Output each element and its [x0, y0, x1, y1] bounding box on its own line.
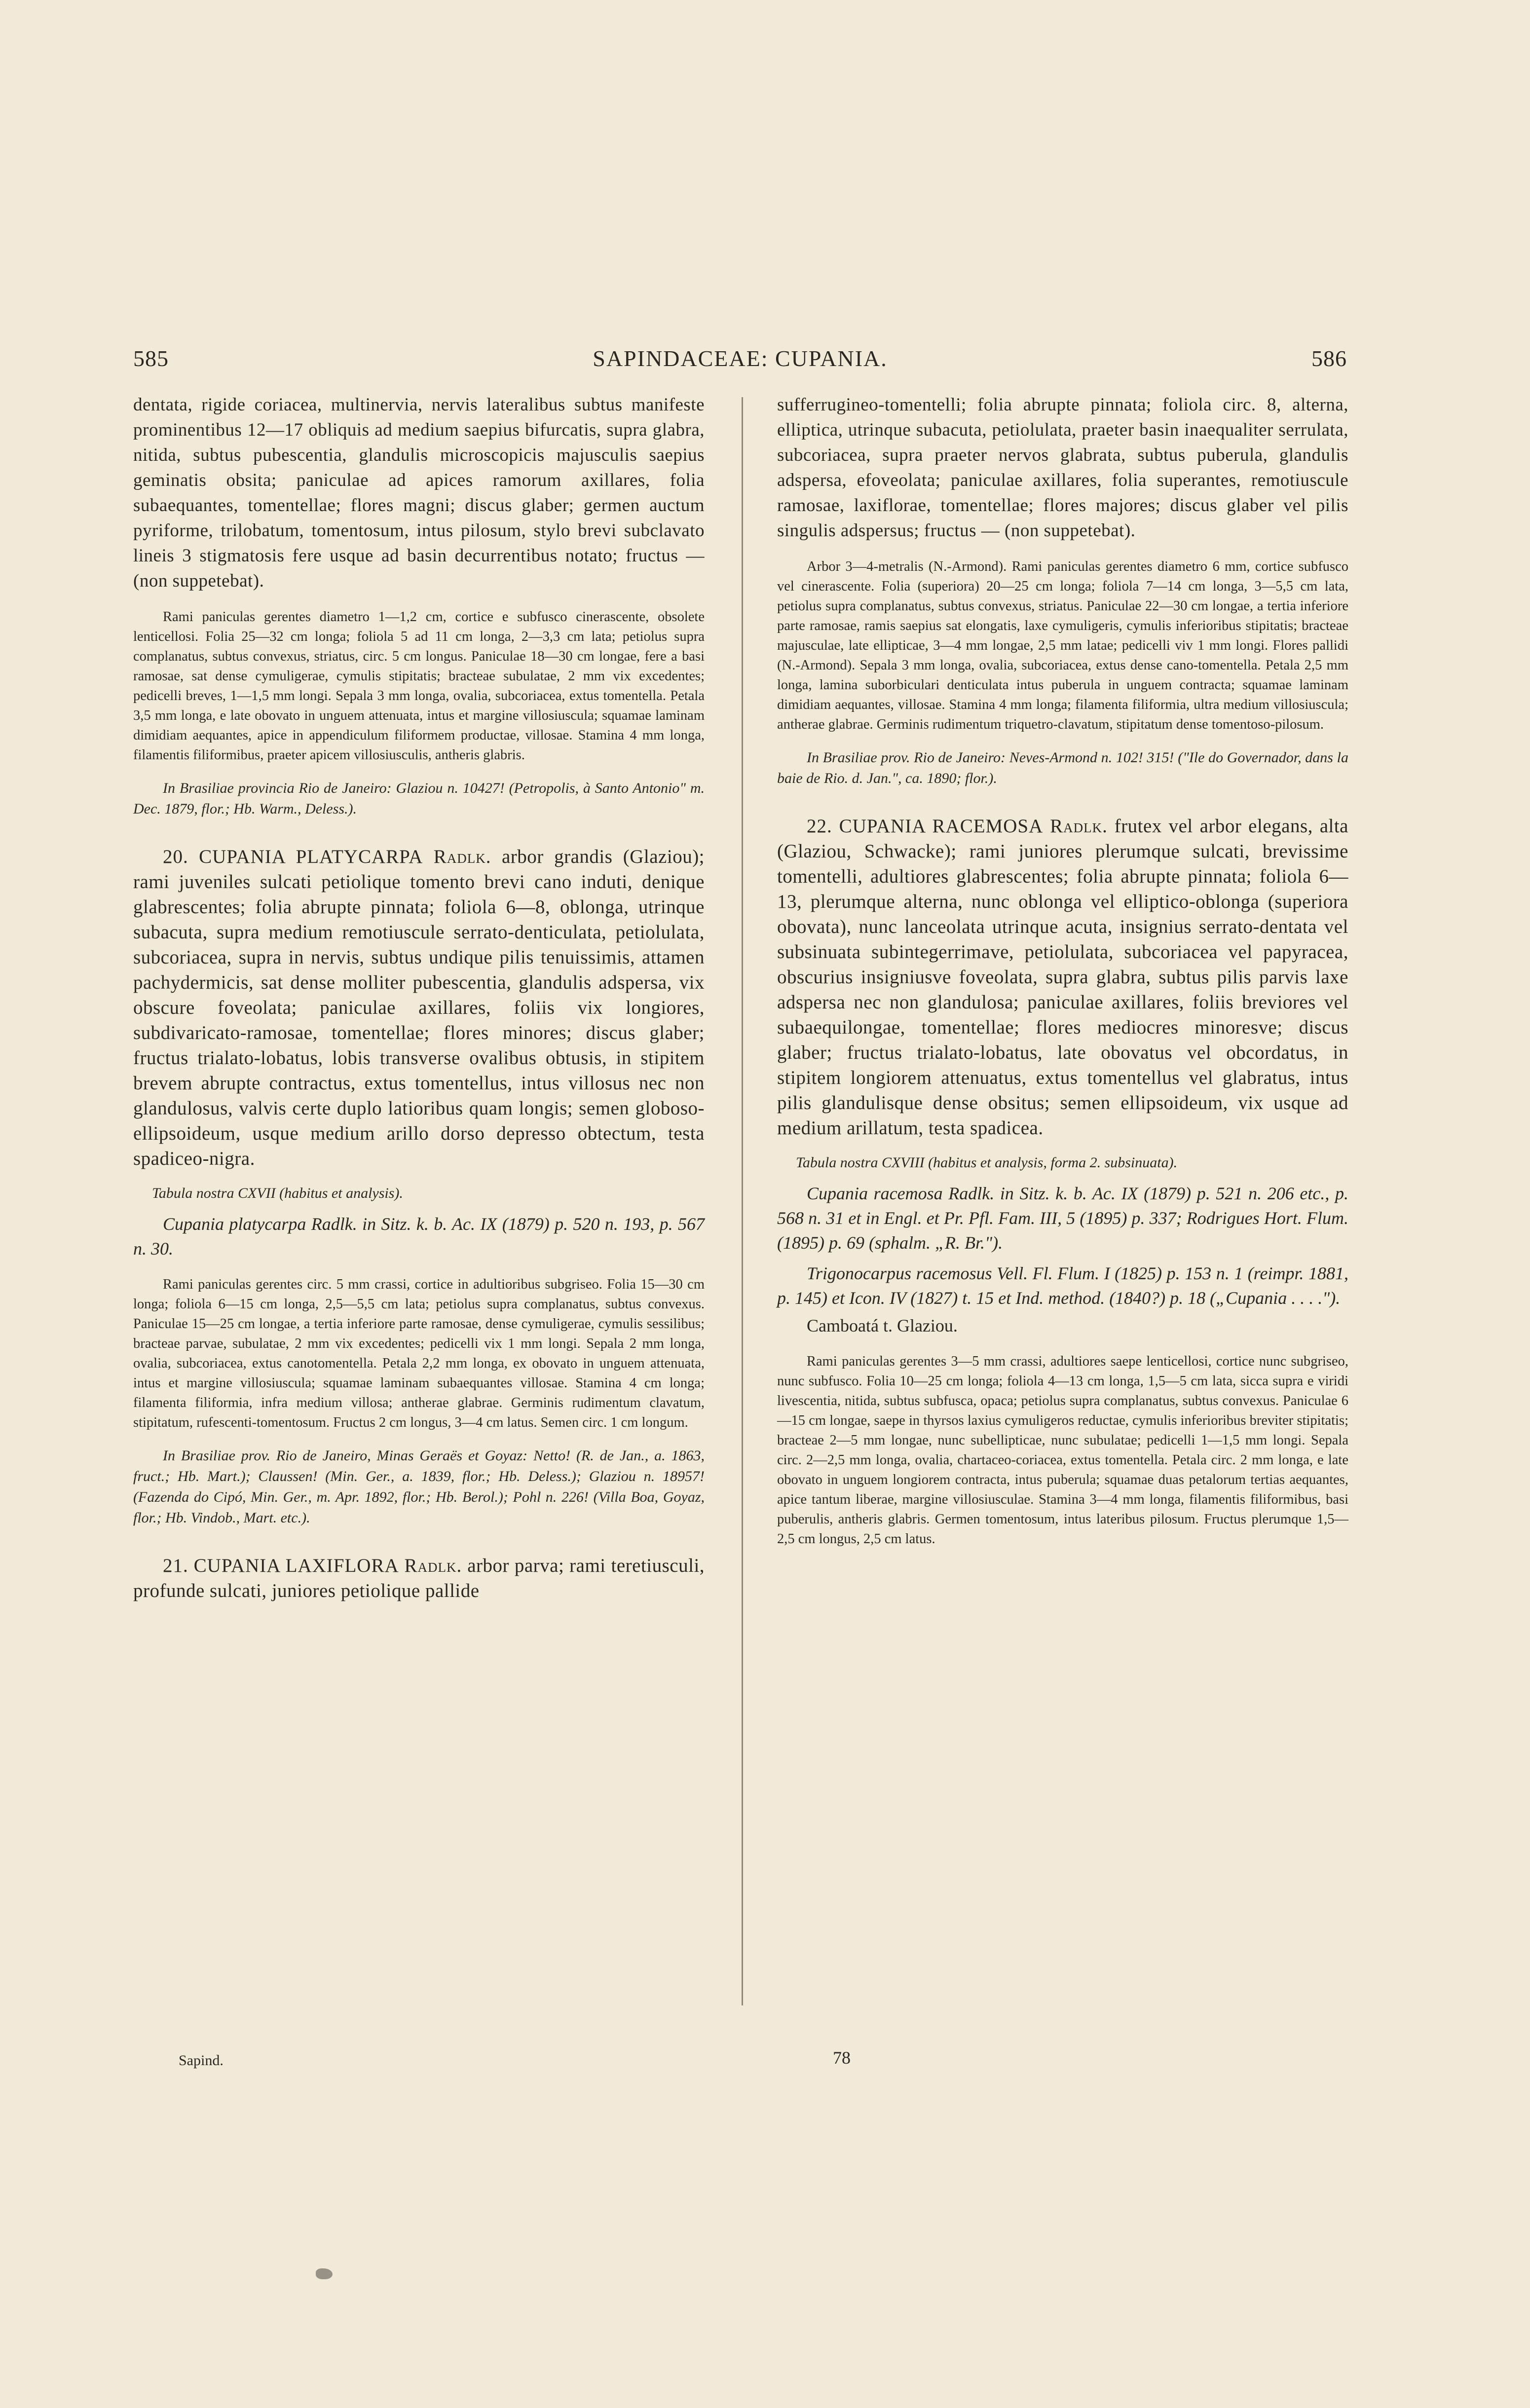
species-20-description: arbor grandis (Glaziou); rami juveniles sulcati petiolique tomento brevi cano induti, denique glabrescentes; folia abrupte pinnata; foliola 6—8, oblonga, utrinque subacuta, supra medium remotiuscule serrato-denticulata, petiolulata, subcoriacea, supra in nervis, subtus undique pilis tenuissimis, attamen pachydermicis, sat dense molliter pubescentia, glandulis adspersa, vix obscure foveolata; paniculae axillares, foliis vix longiores, subdivaricato-ramosae, tomentellae; flores minores; discus glaber; fructus trialato-lobatus, lobis transverse ovalibus obtusis, in stipitem brevem abrupte contractus, extus tomentellus, intus villosus nec non glandulosus, valvis certe duplo latioribus quam longis; semen globoso-ellipsoideum, usque medium arillo dorso depresso obtectum, testa spadiceo-nigra.	[133, 846, 705, 1169]
species-20-entry	[133, 844, 705, 1171]
species-20-details: Rami paniculas gerentes circ. 5 mm crassi, cortice in adultioribus subgriseo. Folia 15—30 cm longa; foliola 6—15 cm longa, 2,5—5,5 cm lata; petiolus supra complanatus, subtus convexus. Paniculae 15—25 cm longae, a tertia inferiore parte ramosae, dense cymuligerae, cymulis sessilibus; bracteae parvae, subulatae, 2 mm vix excedentes; pedicelli vix 1 mm longi. Sepala 2 mm longa, ovalia, subcoriacea, extus canotomentella. Petala 2,2 mm longa, ex obovato in unguem attenuata, intus et margine villosiuscula; squamae laminam subaequantes villosae. Stamina 4 cm longa; filamenta filiformia, infra medium villosa; antherae glabrae. Germinis rudimentum clavatum, stipitatum, rufescenti-tomentosum. Fructus 2 cm longus, 3—4 cm latus. Semen circ. 1 cm longum.	[133, 1277, 705, 1430]
species-21-entry	[133, 1553, 705, 1603]
species-21-description-end: sufferrugineo-tomentelli; folia abrupte pinnata; foliola circ. 8, alterna, elliptica, utrinque subacuta, petiolulata, praeter basin inaequaliter serrulata, subcoriacea, supra praeter nervos glabrata, subtus puberula, glandulis adspersa, efoveolata; paniculae axillares, folia superantes, remotiuscule ramosae, laxiflorae, tomentellae; flores majores; discus glaber vel pilis singulis adspersus; fructus — (non suppetebat).	[777, 395, 1348, 541]
running-title: SAPINDACEAE: CUPANIA.	[593, 346, 888, 371]
species-19-citation: In Brasiliae provincia Rio de Janeiro: Glaziou n. 10427! (Petropolis, à Santo Antonio" m. Dec. 1879, flor.; Hb. Warm., Deless.).	[133, 780, 705, 817]
sheet-number: 78	[833, 2048, 851, 2068]
page-header	[133, 345, 1347, 380]
species-21-citation: In Brasiliae prov. Rio de Janeiro: Neves-Armond n. 102! 315! ("Ile do Governador, dans la baie de Rio. d. Jan.", ca. 1890; flor.).	[777, 749, 1348, 786]
species-21-description-start: arbor parva; rami teretiusculi, profunde sulcati, juniores petiolique pallide	[133, 1555, 705, 1601]
species-22-entry	[777, 814, 1348, 1141]
species-22-plate-reference: Tabula nostra CXVIII (habitus et analysis, forma 2. subsinuata).	[796, 1154, 1178, 1171]
species-20-name: CUPANIA PLATYCARPA	[199, 846, 423, 867]
page-number-left: 585	[133, 346, 169, 371]
species-22-name: CUPANIA RACEMOSA	[839, 815, 1044, 837]
species-22-author: Radlk.	[1050, 815, 1108, 837]
species-20-author: Radlk.	[433, 846, 491, 867]
species-20-number: 20.	[163, 846, 188, 867]
signature-mark: Sapind.	[179, 2052, 224, 2069]
species-21-details: Arbor 3—4-metralis (N.-Armond). Rami paniculas gerentes diametro 6 mm, cortice subfusco vel cinerascente. Folia (superiora) 20—25 cm longa; foliola 7—14 cm longa, 3—5,5 cm lata, petiolus supra complanatus, subtus convexus, striatus. Paniculae 22—30 cm longae, a tertia inferiore parte ramosae, ramis saepius sat elongatis, laxe cymuligeris, cymulis inferioribus stipitatis; bracteae majusculae, late ellipticae, 3—4 mm longae, 2,5 mm latae; pedicelli viv 1 mm longi. Flores pallidi (N.-Armond). Sepala 3 mm longa, ovalia, subcoriacea, extus dense cano-tomentella. Petala 2,5 mm longa, lamina suborbiculari denticulata intus puberula in unguem contracta; squamae laminam dimidiam aequantes, villosae. Stamina 4 mm longa; filamenta filiformia, ultra medium villosiuscula; antherae glabrae. Germinis rudimentum triquetro-clavatum, stipitatum dense tomentoso-pilosum.	[777, 559, 1348, 732]
species-22-synonymy-2: Trigonocarpus racemosus Vell. Fl. Flum. I (1825) p. 153 n. 1 (reimpr. 1881, p. 145) et Icon. IV (1827) t. 15 et Ind. method. (1840?) p. 18 („Cupania . . . .").	[777, 1263, 1348, 1308]
ink-smudge	[316, 2268, 333, 2279]
species-22-number: 22.	[807, 815, 832, 837]
species-22-details: Rami paniculas gerentes 3—5 mm crassi, adultiores saepe lenticellosi, cortice nunc subgriseo, nunc subfusco. Folia 10—25 cm longa; foliola 4—13 cm longa, 1,5—5 cm lata, sicca supra e viridi livescentia, nitida, subtus subfusca, opaca; petiolus supra complanatus, subtus convexus. Paniculae 6—15 cm longae, saepe in thyrsos laxius cymuligeros reductae, cymulis inferioribus breviter stipitatis; bracteae 2—5 mm longae, nunc subellipticae, nunc subulatae; pedicelli 1—1,5 mm longi. Sepala circ. 2—2,5 mm longa, ovalia, chartaceo-coriacea, extus tomentella. Petala circ. 2 mm longa, e late obovato in unguem longiorem contracta, intus puberula; squamae duas petalorum tertias aequantes, apice tantum liberae, margine villosiusculae. Stamina 3—4 mm longa, filamentis filiformibus, basi puberulis, antheris glabris. Germen tomentosum, intus lateribus pilosum. Fructus plerumque 1,5—2,5 cm longus, 2,5 cm latus.	[777, 1354, 1348, 1547]
species-20-synonymy: Cupania platycarpa Radlk. in Sitz. k. b. Ac. IX (1879) p. 520 n. 193, p. 567 n. 30.	[133, 1214, 705, 1259]
species-19-details: Rami paniculas gerentes diametro 1—1,2 cm, cortice e subfusco cinerascente, obsolete lenticellosi. Folia 25—32 cm longa; foliola 5 ad 11 cm longa, 2—3,3 cm lata; petiolus supra complanatus, subtus convexus, striatus, circ. 5 cm longus. Paniculae 18—30 cm longae, fere a basi ramosae, sat dense cymuligerae, cymulis stipitatis; bracteae subulatae, 2 mm vix excedentes; pedicelli breves, 1—1,5 mm longi. Sepala 3 mm longa, ovalia, subcoriacea, extus tomentella. Petala 3,5 mm longa, e late obovato in unguem attenuata, intus et margine villosiuscula; squamae laminam dimidiam aequantes, apice in appendiculum filiformem productae, villosae. Stamina 4 mm longa, filamentis filiformibus, praeter apicem villosiusculis, antheris glabris.	[133, 609, 705, 763]
right-column	[777, 392, 1348, 1556]
species-22-vernacular-name: Camboatá t. Glaziou.	[807, 1316, 958, 1335]
species-21-number: 21.	[163, 1555, 188, 1576]
species-21-author: Radlk.	[404, 1555, 462, 1576]
column-divider	[742, 397, 743, 2005]
species-21-name: CUPANIA LAXIFLORA	[193, 1555, 399, 1576]
page-number-right: 586	[1311, 346, 1347, 371]
species-22-synonymy-1: Cupania racemosa Radlk. in Sitz. k. b. Ac. IX (1879) p. 521 n. 206 etc., p. 568 n. 31 et in Engl. et Pr. Pfl. Fam. III, 5 (1895) p. 337; Rodrigues Hort. Flum. (1895) p. 69 (sphalm. „R. Br.").	[777, 1184, 1348, 1253]
species-20-plate-reference: Tabula nostra CXVII (habitus et analysis).	[152, 1185, 403, 1201]
species-19-description-end: dentata, rigide coriacea, multinervia, nervis lateralibus subtus manifeste prominentibus 12—17 obliquis ad medium saepius bifurcatis, supra glabra, nitida, subtus pubescentia, glandulis microscopicis majusculis saepius geminatis obsita; paniculae ad apices ramorum axillares, folia subaequantes, tomentellae; flores magni; discus glaber; germen auctum pyriforme, trilobatum, tomentosum, intus pilosum, stylo brevi subclavato lineis 3 stigmatosis fere usque ad basin decurrentibus notato; fructus — (non suppetebat).	[133, 395, 705, 591]
species-22-description: frutex vel arbor elegans, alta (Glaziou, Schwacke); rami juniores plerumque sulcati, brevissime tomentelli, adultiores glabrescentes; folia abrupte pinnata; foliola 6—13, plerumque alterna, nunc oblonga vel elliptico-oblonga (superiora obovata), nunc lanceolata utrinque acuta, insignius serrato-dentata vel subsinuata subintegerrimave, petiolulata, subcoriacea vel papyracea, obscurius insigniusve foveolata, supra glabra, subtus pilis parvis laxe adspersa nec non glandulosa; paniculae axillares, foliis breviores vel subaequilongae, tomentellae; flores mediocres minoresve; discus glaber; fructus trialato-lobatus, late obovatus vel obcordatus, in stipitem longiorem attenuatus, extus tomentellus vel glabratus, intus pilis glandulisque dense obsitus; semen ellipsoideum, vix usque ad medium arillatum, testa spadicea.	[777, 815, 1348, 1139]
species-20-citation: In Brasiliae prov. Rio de Janeiro, Minas Geraës et Goyaz: Netto! (R. de Jan., a. 1863, fruct.; Hb. Mart.); Claussen! (Min. Ger., a. 1839, flor.; Hb. Deless.); Glaziou n. 18957! (Fazenda do Cipó, Min. Ger., m. Apr. 1892, flor.; Hb. Berol.); Pohl n. 226! (Villa Boa, Goyaz, flor.; Hb. Vindob., Mart. etc.).	[133, 1447, 705, 1526]
left-column	[133, 392, 705, 1610]
